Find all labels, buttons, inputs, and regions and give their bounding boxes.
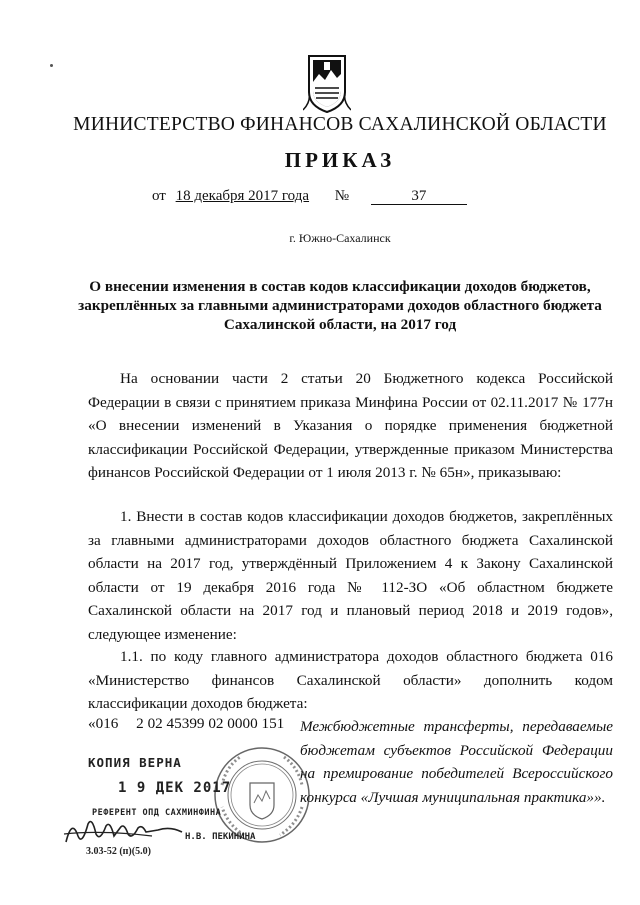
coat-of-arms-icon <box>303 52 351 116</box>
paragraph-item-1: 1. Внести в состав кодов классификации доходов бюджетов, закреплённых за главными администраторами доходов областного бюджета Сахалинской области на 2017 год, утверждённый Приложением 4 к Закону Сахалинской области от 19 декабря 2016 года № 112-ЗО «Об областном бюджете Сахалинской области на 2017 год и плановый период 2018 и 2019 годов», следующее изменение: <box>88 508 613 643</box>
signer-name: Н.В. ПЕКИНИНА <box>185 832 256 842</box>
date-prefix: от <box>152 188 166 204</box>
document-title: О внесении изменения в состав кодов классификации доходов бюджетов, закреплённых за главными администраторами доходов областного бюджета Сахалинской области, на 2017 год <box>78 278 602 333</box>
admin-code: «016 <box>88 715 119 732</box>
referent-line: РЕФЕРЕНТ ОПД САХМИНФИНА <box>92 808 222 818</box>
code-description: Межбюджетные трансферты, передаваемые бюджетам субъектов Российской Федерации на премирование победителей Всероссийского конкурса «Лучшая муниципальная практика»». <box>300 718 613 806</box>
document-date: 18 декабря 2017 года <box>175 188 310 204</box>
classification-code <box>88 715 284 733</box>
copy-certified-stamp: КОПИЯ ВЕРНА <box>88 755 182 770</box>
city: г. Южно-Сахалинск <box>289 231 391 245</box>
document-number: 37 <box>371 189 467 205</box>
ministry-name: МИНИСТЕРСТВО ФИНАНСОВ САХАЛИНСКОЙ ОБЛАСТИ <box>73 114 607 135</box>
date-number-line <box>152 188 467 205</box>
handwritten-signature <box>62 812 192 848</box>
number-sign: № <box>334 188 350 204</box>
paragraph-basis: На основании части 2 статьи 20 Бюджетного кодекса Российской Федерации в связи с принятием приказа Минфина России от 02.11.2017 № 177н «О внесении изменений в Указания о порядке применения бюджетной классификации Российской Федерации, утвержденные приказом Министерства финансов Российской Федерации от 1 июля 2013 г. № 65н», приказываю: <box>88 370 613 481</box>
paragraph-item-1-1: 1.1. по коду главного администратора доходов областного бюджета 016 «Министерство финансов Сахалинской области» дополнить кодом классификации доходов бюджета: <box>88 648 613 712</box>
copy-date-stamp: 1 9 ДЕК 2017 <box>118 780 232 796</box>
scan-speck <box>50 64 53 67</box>
document-id: 3.03-52 (п)(5.0) <box>86 846 151 857</box>
document-type: ПРИКАЗ <box>284 148 396 172</box>
budget-code: 2 02 45399 02 0000 151 <box>136 715 285 732</box>
